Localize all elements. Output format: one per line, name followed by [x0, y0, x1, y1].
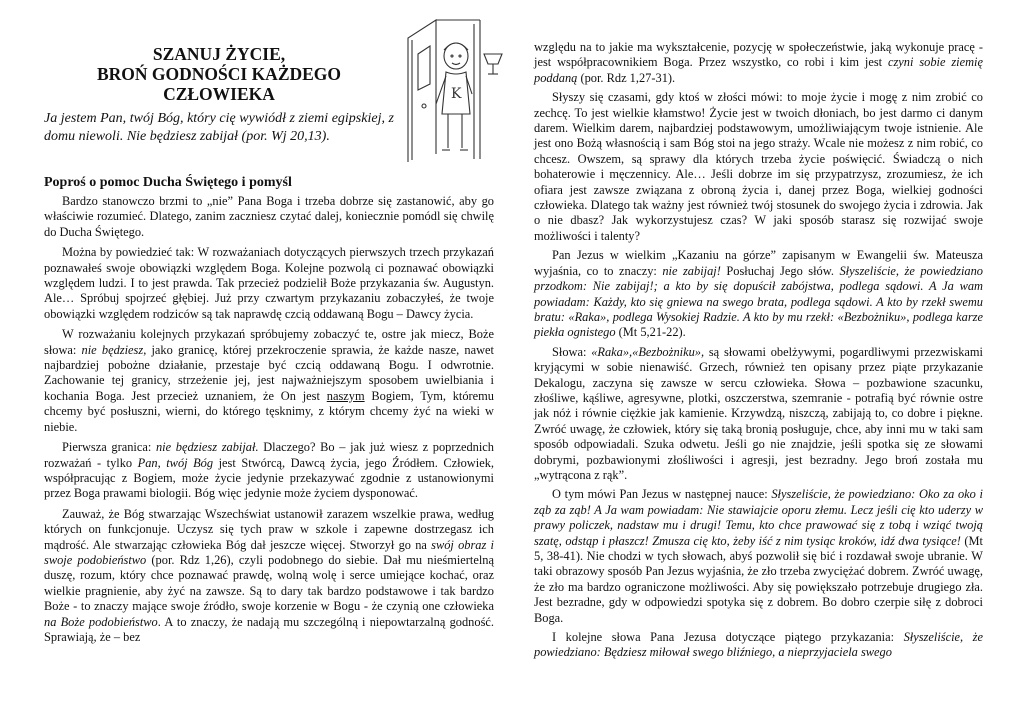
left-paragraph-1: Bardzo stanowczo brzmi to „nie” Pana Boga i trzeba dobrze się zastanowić, aby go właściwie rozumieć. Dlatego, zanim zaczniesz czytać dalej, koniecznie pomódl się chwilę do Ducha Świętego. [44, 194, 494, 239]
left-paragraph-3: W rozważaniu kolejnych przykazań spróbujemy zobaczyć te, ostre jak miecz, Boże słowa: nie będziesz, jako granicę, której przekroczenie sprawia, że każde nasze, nawet najbardziej pobożne działanie, przestaje być czcią oddawaną Bogu. I odwrotnie. Zachowanie tej granicy, strzeżenie jej, jest najważniejszym sposobem uwielbiania i kochania Boga. Jest przecież uznaniem, że On jest naszym Bogiem, Tym, któremu chcemy być posłuszni, wierni, do którego tęsknimy, z którym chcemy żyć na wieki w niebie. [44, 327, 495, 434]
svg-text:K: K [451, 86, 462, 102]
right-paragraph-1: względu na to jakie ma wykształcenie, pozycję w społeczeństwie, jaką wykonuje pracę - jest współpracownikiem Boga. Przez wszystko, co robi i kim jest czyni sobie ziemię poddaną (por. Rdz 1,27-31). [534, 40, 983, 85]
title-line-3: CZŁOWIEKA [163, 84, 275, 104]
intro-quote: Ja jestem Pan, twój Bóg, który cię wywiódł z ziemi egipskiej, z domu niewoli. Nie będziesz zabijał (por. Wj 20,13). [44, 111, 394, 144]
right-paragraph-6: I kolejne słowa Pana Jezusa dotyczące piątego przykazania: Słyszeliście, że powiedziano: Będziesz miłował swego bliźniego, a nieprzyjaciela swego [534, 630, 983, 660]
left-paragraph-2: Można by powiedzieć tak: W rozważaniach dotyczących pierwszych trzech przykazań poznawałeś swoje obowiązki względem Boga. Kolejne pozwolą ci poznawać obowiązki względem ludzi. I to jest prawda. Tak przecież podzielił Boże przykazania św. Augustyn. Ale… Spróbuj spojrzeć głębiej. Już przy czwartym przykazaniu zobaczyłeś, że twoje obowiązki względem rodziców są tak naprawdę czcią oddawaną Bogu – Dawcy życia. [44, 245, 494, 321]
right-column [534, 40, 983, 665]
left-paragraph-5: Zauważ, że Bóg stwarzając Wszechświat ustanowił zarazem wszelkie prawa, według których on funkcjonuje. Uczysz się tych praw w szkole i zapewne dostrzegasz ich mądrość. Ale stwarzając człowieka Bóg dał jeszcze więcej. Stworzył go na swój obraz i swoje podobieństwo (por. Rdz 1,26), czyli podobnego do siebie. Dał mu nieśmiertelną duszę, rozum, który chce poznawać prawdę, wolną wolę i serce umiejące kochać, oraz wielkie pragnienie, aby żyć na zawsze. Są to dary tak bardzo podstawowe i tak bardzo Boże - to znaczy mające swoje źródło, swoje korzenie w Bogu - że czynią one człowieka na Boże podobieństwo. A to znaczy, że nadają mu szczególną i niepowtarzalną godność. Sprawiają, że – bez [44, 506, 494, 644]
boy-in-doorway-illustration [402, 14, 520, 164]
left-column [44, 194, 494, 650]
right-paragraph-5: O tym mówi Pan Jezus w następnej nauce: Słyszeliście, że powiedziano: Oko za oko i ząb za ząb! A Ja wam powiadam: Nie stawiajcie oporu złemu. Lecz jeśli cię kto uderzy w prawy policzek, nadstaw mu i drugi! Temu, kto chce prawować się z tobą i wziąć twoją szatę, odstąp i płaszcz! Zmusza cię kto, żeby iść z nim tysiąc kroków, idź dwa tysiące! (Mt 5, 38-41). Nie chodzi w tych słowach, abyś pozwolił się bić i rozdawał swoje ubranie. W taki obrazowy sposób Pan Jezus wyjaśnia, że zło trzeba zwyciężać dobrem. Zwróć uwagę, że zło ma bardzo ograniczone możliwości. Aby się powiększało potrzebuje drugiego zła. Jest bezradne, gdy w odpowiedzi spotyka się z dobrem. Bo dobro czerpie siłę z dobroci Boga. [534, 487, 984, 625]
page-title [44, 44, 394, 104]
title-line-2: BROŃ GODNOŚCI KAŻDEGO [96, 64, 342, 84]
right-paragraph-4: Słowa: «Raka»,«Bezbożniku», są słowami obelżywymi, pogardliwymi przezwiskami kryjącymi w sobie nienawiść. Grzech, również ten opisany przez piąte przykazanie Dekalogu, zaczyna się zawsze w sercu człowieka. Słowa – pozbawione szacunku, złośliwe, kąśliwe, agresywne, plotki, oszczerstwa, szemranie - potrafią być równie ostre jak nóż i równie ciężkie jak kamienie. Krzywdzą, niszczą, zabijają to, co dobre i piękne. Zwróć uwagę, że człowiek, który się taką bronią posługuje, chce, aby inni mu w taki sam sposób odpowiadali. Szuka odwetu. Jeśli go nie znajdzie, jeśli spotka się ze słowami dobrymi, pozbawionymi złośliwości i agresji, jest bezradny. Jego broń została mu „wytrącona z rąk”. [534, 344, 983, 482]
left-paragraph-4: Pierwsza granica: nie będziesz zabijał. Dlaczego? Bo – jak już wiesz z poprzednich rozważań - tylko Pan, twój Bóg jest Stwórcą, Dawcą życia, jego Źródłem. Człowiek, współpracując z Bogiem, może życie jedynie przekazywać zgodnie z ustanowionymi przez Boga prawami biologii. Bóg więc jedynie może życiem dysponować. [44, 440, 494, 501]
right-paragraph-3: Pan Jezus w wielkim „Kazaniu na górze” zapisanym w Ewangelii św. Mateusza wyjaśnia, co to znaczy: nie zabijaj! Posłuchaj Jego słów. Słyszeliście, że powiedziano przodkom: Nie zabijaj!; a kto by się dopuścił zabójstwa, podlega sądowi. A Ja wam powiadam: Każdy, kto się gniewa na swego brata, podlega sądowi. A kto by rzekł swemu bratu: «Raka», podlega Wysokiej Radzie. A kto by mu rzekł: «Bezbożniku», podlega karze piekła ognistego (Mt 5,21-22). [534, 248, 983, 340]
right-paragraph-2: Słyszy się czasami, gdy ktoś w złości mówi: to moje życie i mogę z nim zrobić co zechcę. To jest wielkie kłamstwo! Życie jest w twoich dłoniach, bo jest darmo ci danym darem. Wielkim darem, najbardziej podstawowym, umożliwiającym twoje istnienie. Ale jest ono Bożą własnością i sam Bóg stoi na jego straży. Wcale nie możesz z nim robić, co chcesz. Owszem, są sprawy dla których trzeba życie poświęcić. Świadczą o nich bohaterowie i męczennicy. Ale… Jeśli dobrze im się przypatrzysz, zrozumiesz, że ich ofiara jest zawsze związana z obroną życia i, danej przez Boga, wielkiej godności człowieka. Dlatego tak ważny jest również twój stosunek do swojego życia i zdrowia. Jak o nie dbasz? Jak wykorzystujesz czas? W jaki sposób starasz się rozwijać swoje możliwości i talenty? [534, 90, 983, 243]
section-heading: Poproś o pomoc Ducha Świętego i pomyśl [44, 175, 292, 190]
title-line-1: SZANUJ ŻYCIE, [152, 44, 286, 64]
